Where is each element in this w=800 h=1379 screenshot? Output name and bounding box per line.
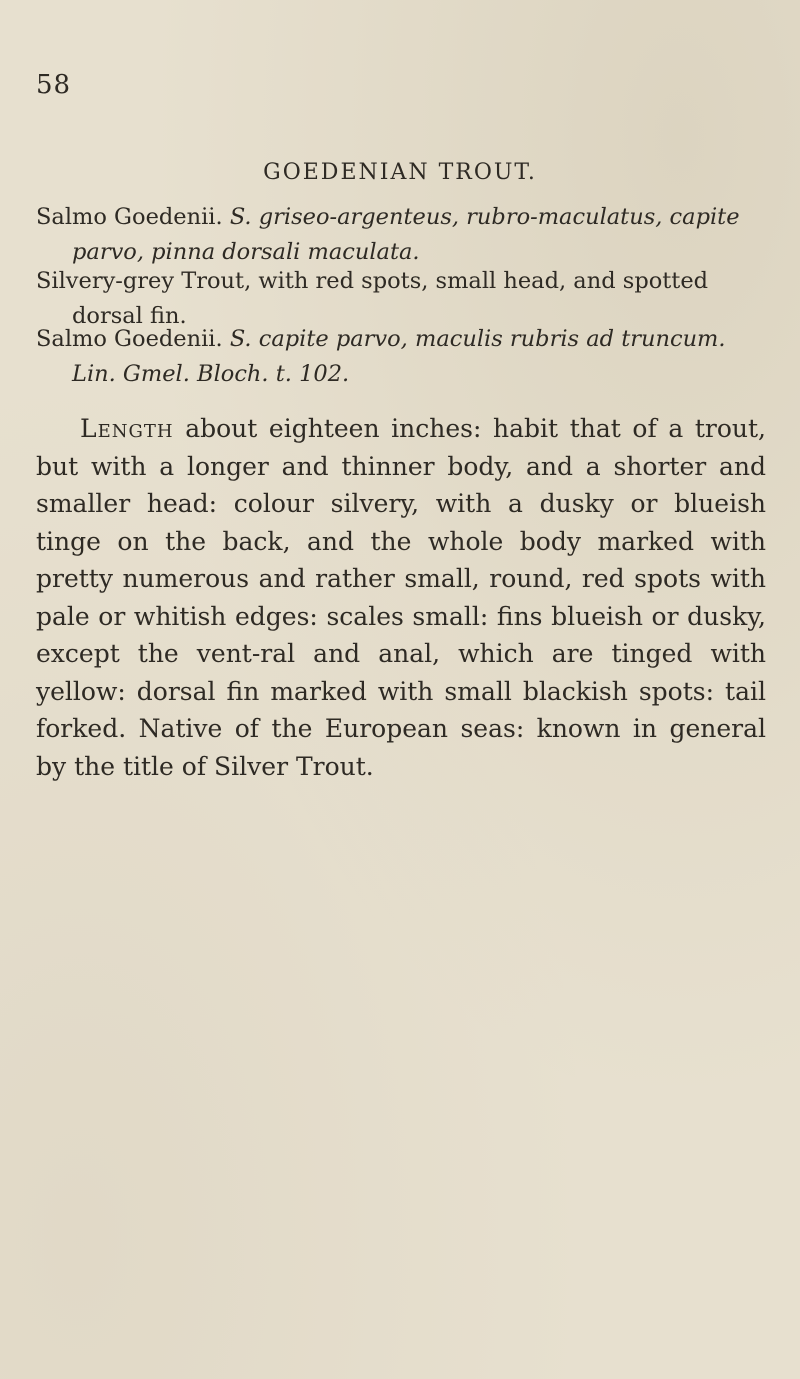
description-lead: Length [80, 414, 174, 443]
synonym-latin: S. capite parvo, maculis rubris ad truncum. [229, 326, 726, 352]
page-number: 58 [36, 70, 72, 100]
synonym-name: Salmo Goedenii. [36, 326, 223, 352]
page-title: GOEDENIAN TROUT. [263, 160, 537, 185]
synonym-latin-cont: parvo, pinna dorsali maculata. [72, 239, 420, 265]
description-text: about eighteen inches: habit that of a trout, but with a longer and thinner body, and a shorter and smaller head: colour silvery, with a dusky or blueish tinge on the back, and the whole body marked with pretty numerous and rather small, round, red spots with pale or whitish edges: scales small: fins blueish or dusky, except the vent-ral and anal, which are tinged with yellow: dorsal fin marked with small blackish spots: tail forked. Native of the European seas: known in general by the title of Silver Trout. [36, 414, 766, 781]
synonym-entry-1 [36, 200, 766, 270]
description-paragraph [36, 410, 766, 785]
synonym-latin: S. griseo-argenteus, rubro-maculatus, capite [229, 204, 740, 230]
synonym-english: Silvery-grey Trout, with red spots, small head, and spotted [36, 268, 709, 294]
synonym-english-cont: dorsal fin. [72, 303, 187, 329]
synonym-entry-3 [36, 322, 766, 392]
synonym-name: Salmo Goedenii. [36, 204, 223, 230]
synonym-references: Lin. Gmel. Bloch. t. 102. [72, 361, 350, 387]
